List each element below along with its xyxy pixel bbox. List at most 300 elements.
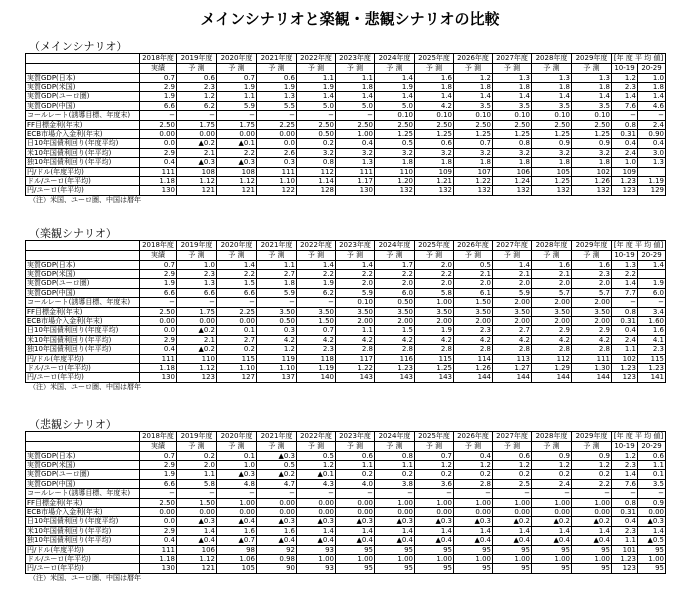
value-cell: 1.4 [336, 92, 375, 101]
value-cell: 2.0 [177, 461, 217, 470]
value-cell: 1.4 [375, 526, 415, 535]
value-cell: 1.9 [217, 83, 257, 92]
value-cell: ▲0.3 [257, 451, 297, 460]
table-row [26, 326, 666, 335]
value-cell: 95 [493, 545, 532, 554]
value-cell: 1.6 [532, 260, 572, 269]
value-cell: 1.00 [297, 555, 336, 564]
row-label: 円/ドル(年度平均) [26, 354, 140, 363]
value-cell: 0.00 [336, 508, 375, 517]
value-cell: 2.3 [454, 326, 493, 335]
value-cell: 3.2 [572, 148, 612, 157]
year-header: 2024年度 [375, 54, 415, 64]
value-cell: 1.12 [177, 364, 217, 373]
value-cell: 111 [336, 167, 375, 176]
value-cell: 111 [140, 545, 177, 554]
value-cell: 0.2 [572, 470, 612, 479]
year-header: 2027年度 [493, 54, 532, 64]
value-cell: 1.9 [140, 470, 177, 479]
table-row [26, 461, 666, 470]
value-cell: 1.2 [297, 461, 336, 470]
value-cell: 0.9 [532, 451, 572, 460]
value-cell: 117 [336, 354, 375, 363]
type-header: 予 測 [532, 63, 572, 73]
value-cell: 0.50 [375, 298, 415, 307]
table-row [26, 517, 666, 526]
value-cell: 1.4 [375, 92, 415, 101]
value-cell: 0.50 [297, 130, 336, 139]
value-cell: 1.50 [177, 498, 217, 507]
value-cell: 1.4 [612, 470, 638, 479]
value-cell: 1.00 [572, 498, 612, 507]
value-cell: 116 [375, 354, 415, 363]
value-cell: 1.6 [638, 326, 666, 335]
row-label: ECB市場介入金利(年末) [26, 508, 140, 517]
type-header: 予 測 [572, 441, 612, 451]
value-cell: − [612, 489, 638, 498]
value-cell: 110 [375, 167, 415, 176]
average-period-header: 10-19 [612, 441, 638, 451]
value-cell: 4.0 [336, 479, 375, 488]
average-header: [年 度 平 均 値] [612, 432, 666, 442]
value-cell: 0.2 [415, 470, 454, 479]
value-cell: 3.2 [454, 148, 493, 157]
row-label: 実質GDP(日本) [26, 451, 140, 460]
value-cell: 108 [217, 167, 257, 176]
value-cell: 0.98 [257, 555, 297, 564]
value-cell: 2.1 [532, 270, 572, 279]
value-cell: 95 [638, 545, 666, 554]
value-cell: 102 [612, 354, 638, 363]
row-label: 実質GDP(日本) [26, 260, 140, 269]
value-cell: 0.4 [612, 517, 638, 526]
value-cell: 2.0 [572, 279, 612, 288]
type-header: 予 測 [336, 441, 375, 451]
value-cell: 1.14 [297, 177, 336, 186]
value-cell: 1.4 [493, 92, 532, 101]
pessimistic-scenario-section [25, 418, 665, 583]
type-header: 予 測 [415, 250, 454, 260]
header-row-type [26, 441, 666, 451]
table-row [26, 364, 666, 373]
value-cell: 3.2 [336, 148, 375, 157]
value-cell: 6.2 [177, 101, 217, 110]
type-header: 予 測 [297, 250, 336, 260]
value-cell: 0.7 [415, 451, 454, 460]
value-cell: 6.1 [454, 288, 493, 297]
value-cell: 0.9 [638, 498, 666, 507]
value-cell: 0.6 [257, 73, 297, 82]
value-cell: 1.00 [375, 498, 415, 507]
value-cell: 111 [140, 354, 177, 363]
year-header: 2022年度 [297, 54, 336, 64]
value-cell: 1.00 [493, 555, 532, 564]
type-header: 実績 [140, 250, 177, 260]
row-label: 米10年国債利回り(年平均) [26, 526, 140, 535]
value-cell: 5.9 [336, 288, 375, 297]
value-cell: 132 [415, 186, 454, 195]
value-cell: 132 [375, 186, 415, 195]
value-cell: 0.4 [336, 139, 375, 148]
value-cell: − [532, 489, 572, 498]
value-cell: 6.0 [638, 288, 666, 297]
row-label: 日10年国債利回り(年度平均) [26, 517, 140, 526]
value-cell: 0.8 [493, 139, 532, 148]
value-cell: − [140, 489, 177, 498]
value-cell: 4.2 [336, 335, 375, 344]
value-cell: 144 [493, 373, 532, 382]
footnote: （注）米国、ユーロ圏、中国は暦年 [29, 573, 141, 582]
value-cell: 1.2 [454, 461, 493, 470]
row-label: 円/ドル(年度平均) [26, 545, 140, 554]
value-cell: 1.4 [415, 92, 454, 101]
value-cell: 1.8 [493, 83, 532, 92]
value-cell: 0.4 [612, 139, 638, 148]
value-cell: 3.8 [375, 479, 415, 488]
type-header: 予 測 [217, 250, 257, 260]
value-cell: 5.0 [336, 101, 375, 110]
row-label: 日10年国債利回り(年度平均) [26, 139, 140, 148]
header-row-years [26, 432, 666, 442]
value-cell: 0.9 [572, 451, 612, 460]
value-cell: ▲0.3 [375, 517, 415, 526]
value-cell: ▲0.4 [297, 536, 336, 545]
value-cell: 115 [638, 354, 666, 363]
row-label: ドル/ユーロ(年平均) [26, 555, 140, 564]
table-row [26, 451, 666, 460]
value-cell: 123 [612, 186, 638, 195]
value-cell: 0.00 [217, 508, 257, 517]
value-cell: 1.3 [572, 73, 612, 82]
value-cell: 0.8 [612, 120, 638, 129]
table-row [26, 545, 666, 554]
value-cell: 1.4 [493, 526, 532, 535]
value-cell: 1.00 [336, 130, 375, 139]
value-cell: 0.00 [177, 508, 217, 517]
value-cell: 6.6 [217, 288, 257, 297]
value-cell: 118 [297, 354, 336, 363]
type-header: 予 測 [493, 250, 532, 260]
value-cell: 0.6 [638, 451, 666, 460]
value-cell: ▲0.3 [217, 470, 257, 479]
value-cell: 1.8 [375, 158, 415, 167]
value-cell: 0.00 [572, 508, 612, 517]
table-row [26, 479, 666, 488]
value-cell: 95 [415, 545, 454, 554]
value-cell: 2.50 [297, 120, 336, 129]
row-label: 独10年国債利回り(年平均) [26, 345, 140, 354]
value-cell: 1.4 [612, 279, 638, 288]
value-cell: 3.5 [572, 101, 612, 110]
value-cell: 1.3 [493, 73, 532, 82]
value-cell: 4.2 [493, 335, 532, 344]
value-cell: 2.00 [375, 317, 415, 326]
type-header: 予 測 [493, 63, 532, 73]
value-cell: − [177, 298, 217, 307]
value-cell: 1.4 [336, 260, 375, 269]
value-cell: 3.2 [415, 148, 454, 157]
value-cell: 1.75 [177, 307, 217, 316]
year-header: 2022年度 [297, 241, 336, 251]
value-cell: 2.1 [177, 335, 217, 344]
value-cell: 144 [572, 373, 612, 382]
year-header: 2026年度 [454, 54, 493, 64]
table-row [26, 120, 666, 129]
value-cell: 3.2 [493, 148, 532, 157]
value-cell: ▲0.2 [177, 345, 217, 354]
value-cell: 1.06 [217, 555, 257, 564]
value-cell: − [257, 111, 297, 120]
value-cell: 7.7 [612, 288, 638, 297]
value-cell: 2.50 [454, 120, 493, 129]
average-period-header: 10-19 [612, 63, 638, 73]
table-row [26, 130, 666, 139]
year-header: 2029年度 [572, 241, 612, 251]
value-cell: 0.8 [612, 307, 638, 316]
value-cell: 1.1 [257, 260, 297, 269]
value-cell: 2.50 [140, 307, 177, 316]
value-cell: 0.6 [336, 451, 375, 460]
value-cell: 4.2 [454, 335, 493, 344]
value-cell: 3.6 [415, 479, 454, 488]
year-header: 2024年度 [375, 241, 415, 251]
value-cell: 2.4 [612, 335, 638, 344]
table-row [26, 139, 666, 148]
value-cell: 95 [454, 564, 493, 573]
value-cell: − [297, 298, 336, 307]
table-row [26, 279, 666, 288]
value-cell: 1.0 [612, 158, 638, 167]
year-header: 2021年度 [257, 432, 297, 442]
value-cell: − [257, 489, 297, 498]
value-cell: 0.00 [177, 317, 217, 326]
optimistic-scenario-section [25, 227, 665, 392]
value-cell: 110 [177, 354, 217, 363]
value-cell: 1.8 [454, 158, 493, 167]
value-cell: 0.8 [297, 158, 336, 167]
value-cell: − [217, 111, 257, 120]
value-cell: 95 [532, 545, 572, 554]
value-cell: ▲0.4 [217, 517, 257, 526]
type-header: 予 測 [375, 250, 415, 260]
value-cell: 0.00 [177, 130, 217, 139]
type-header: 予 測 [454, 441, 493, 451]
table-row [26, 83, 666, 92]
value-cell: 1.25 [454, 130, 493, 139]
value-cell: 107 [454, 167, 493, 176]
value-cell: ▲0.3 [217, 158, 257, 167]
row-label: FF目標金利(年末) [26, 120, 140, 129]
row-label: 実質GDP(ユーロ圏) [26, 92, 140, 101]
value-cell: 2.8 [375, 345, 415, 354]
value-cell: 0.00 [257, 508, 297, 517]
value-cell: 1.6 [572, 260, 612, 269]
value-cell: 1.9 [297, 83, 336, 92]
value-cell: 144 [454, 373, 493, 382]
value-cell: 2.8 [454, 345, 493, 354]
value-cell: 7.6 [612, 101, 638, 110]
value-cell: 5.9 [257, 288, 297, 297]
table-row [26, 260, 666, 269]
type-header: 予 測 [415, 63, 454, 73]
type-header: 予 測 [336, 63, 375, 73]
value-cell: 0.00 [297, 508, 336, 517]
value-cell: 1.6 [415, 73, 454, 82]
value-cell: 4.2 [572, 335, 612, 344]
value-cell: 95 [532, 564, 572, 573]
value-cell: 132 [532, 186, 572, 195]
year-header: 2028年度 [532, 241, 572, 251]
value-cell: 1.4 [638, 260, 666, 269]
value-cell: 1.00 [454, 555, 493, 564]
value-cell: 0.4 [140, 158, 177, 167]
value-cell: 0.00 [217, 130, 257, 139]
value-cell: 98 [217, 545, 257, 554]
year-header: 2020年度 [217, 54, 257, 64]
type-header: 実績 [140, 63, 177, 73]
value-cell: ▲0.1 [297, 470, 336, 479]
value-cell: ▲0.4 [572, 536, 612, 545]
value-cell: 111 [140, 167, 177, 176]
value-cell: 2.9 [140, 461, 177, 470]
row-label: 実質GDP(ユーロ圏) [26, 470, 140, 479]
value-cell: 1.00 [532, 498, 572, 507]
row-label: 実質GDP(ユーロ圏) [26, 279, 140, 288]
table-row [26, 555, 666, 564]
row-label: ドル/ユーロ(年平均) [26, 177, 140, 186]
value-cell: 95 [493, 564, 532, 573]
value-cell: 112 [532, 354, 572, 363]
value-cell: 0.50 [257, 317, 297, 326]
value-cell: 0.7 [140, 73, 177, 82]
value-cell: 1.8 [454, 83, 493, 92]
type-header: 予 測 [177, 63, 217, 73]
value-cell: 2.00 [572, 298, 612, 307]
value-cell: ▲0.4 [415, 536, 454, 545]
value-cell: 4.2 [415, 335, 454, 344]
value-cell: 1.1 [336, 461, 375, 470]
value-cell: 0.4 [638, 139, 666, 148]
value-cell: 1.8 [532, 83, 572, 92]
value-cell: ▲0.3 [454, 517, 493, 526]
value-cell: 2.7 [257, 270, 297, 279]
value-cell: 2.0 [336, 279, 375, 288]
value-cell: 2.25 [257, 120, 297, 129]
value-cell: 6.6 [177, 288, 217, 297]
value-cell: 1.00 [638, 555, 666, 564]
main-scenario-table [25, 53, 666, 196]
table-row [26, 489, 666, 498]
footnote: （注）米国、ユーロ圏、中国は暦年 [29, 195, 141, 204]
value-cell: 1.4 [297, 92, 336, 101]
value-cell: 2.3 [612, 83, 638, 92]
value-cell: 1.23 [612, 177, 638, 186]
value-cell: ▲0.7 [217, 536, 257, 545]
row-label: 実質GDP(米国) [26, 461, 140, 470]
year-header: 2025年度 [415, 54, 454, 64]
value-cell: 106 [493, 167, 532, 176]
type-header: 予 測 [375, 63, 415, 73]
row-label: コールレート(誘導目標、年度末) [26, 111, 140, 120]
value-cell: 2.2 [415, 270, 454, 279]
value-cell: 2.3 [612, 461, 638, 470]
value-cell: 95 [375, 564, 415, 573]
value-cell: 0.10 [415, 111, 454, 120]
value-cell: 1.3 [257, 92, 297, 101]
average-period-header: 20-29 [638, 63, 666, 73]
value-cell: 1.3 [612, 260, 638, 269]
value-cell: 4.2 [297, 335, 336, 344]
value-cell: 1.00 [415, 555, 454, 564]
value-cell: ▲0.2 [532, 517, 572, 526]
value-cell: ▲0.3 [177, 517, 217, 526]
table-row [26, 158, 666, 167]
row-label: FF目標金利(年末) [26, 307, 140, 316]
value-cell: 101 [612, 545, 638, 554]
header-row-years [26, 54, 666, 64]
value-cell: 1.9 [375, 83, 415, 92]
year-header: 2029年度 [572, 432, 612, 442]
value-cell: 0.7 [140, 260, 177, 269]
row-label: 実質GDP(米国) [26, 83, 140, 92]
value-cell: 1.00 [415, 298, 454, 307]
value-cell: 1.25 [415, 130, 454, 139]
row-label: コールレート(誘導目標、年度末) [26, 298, 140, 307]
value-cell: 1.21 [415, 177, 454, 186]
value-cell: 1.0 [217, 461, 257, 470]
value-cell: 0.10 [532, 111, 572, 120]
value-cell: 111 [257, 167, 297, 176]
value-cell: 1.1 [375, 461, 415, 470]
value-cell: − [638, 298, 666, 307]
value-cell: 1.10 [217, 364, 257, 373]
value-cell: 1.1 [217, 92, 257, 101]
table-row [26, 498, 666, 507]
value-cell: 108 [177, 167, 217, 176]
year-header: 2019年度 [177, 54, 217, 64]
value-cell: 2.5 [493, 479, 532, 488]
value-cell: 0.8 [612, 498, 638, 507]
value-cell: 1.25 [532, 177, 572, 186]
value-cell: 95 [572, 564, 612, 573]
value-cell: 1.9 [257, 83, 297, 92]
value-cell: 1.5 [375, 326, 415, 335]
table-row [26, 73, 666, 82]
row-label: 円/ユーロ(年平均) [26, 373, 140, 382]
value-cell: 1.60 [638, 317, 666, 326]
value-cell: 2.50 [532, 120, 572, 129]
value-cell: 0.6 [415, 139, 454, 148]
value-cell: 1.9 [297, 279, 336, 288]
value-cell: 1.00 [493, 498, 532, 507]
value-cell: 132 [572, 186, 612, 195]
value-cell: ▲0.2 [177, 326, 217, 335]
header-blank-cell [26, 432, 140, 442]
value-cell: 2.2 [375, 270, 415, 279]
value-cell: 0.6 [177, 73, 217, 82]
value-cell: 123 [612, 564, 638, 573]
value-cell: 1.2 [612, 451, 638, 460]
value-cell: 0.00 [336, 498, 375, 507]
value-cell: 1.26 [572, 177, 612, 186]
value-cell: 1.9 [140, 279, 177, 288]
value-cell: 1.8 [572, 158, 612, 167]
row-label: 実質GDP(米国) [26, 270, 140, 279]
value-cell: 137 [257, 373, 297, 382]
value-cell: 1.00 [454, 498, 493, 507]
value-cell: 0.00 [257, 130, 297, 139]
value-cell: 0.7 [297, 326, 336, 335]
